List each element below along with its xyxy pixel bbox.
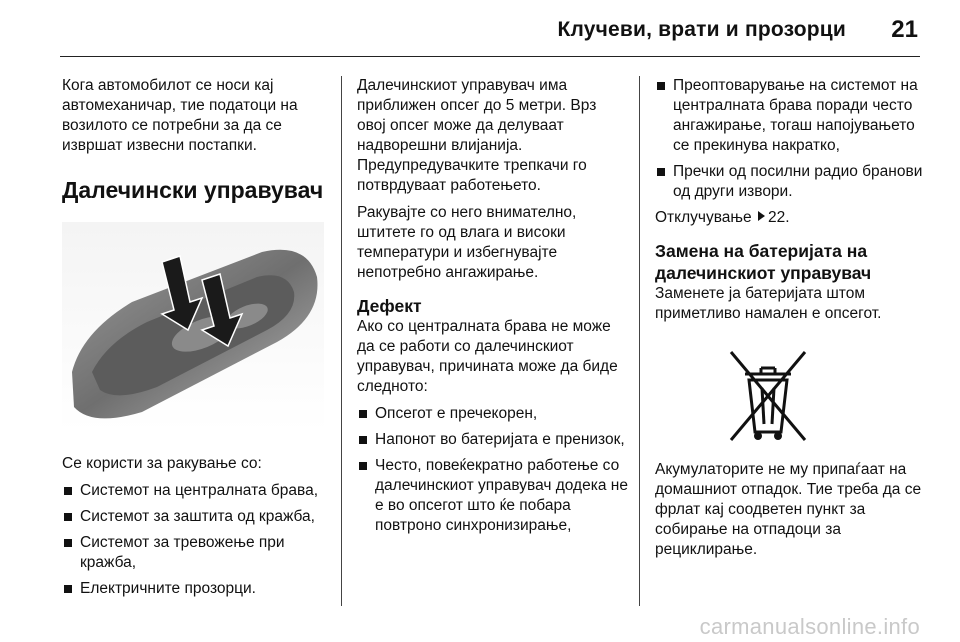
crossed-out-bin-icon [725, 346, 811, 446]
remote-key-illustration [62, 222, 324, 432]
column-divider [639, 76, 640, 606]
column-1 [62, 76, 332, 605]
disable-reference: Отклучување 22. [655, 209, 790, 226]
used-for-label: Се користи за ракување со: [62, 455, 262, 472]
bullet-icon [657, 82, 665, 90]
column-2 [357, 76, 629, 542]
used-for-list [62, 481, 332, 599]
list-item: Опсегот е пречекорен, [357, 404, 629, 424]
page-header [60, 0, 920, 57]
column-3 [655, 76, 923, 567]
bullet-icon [64, 513, 72, 521]
list-item: Електричните прозорци. [62, 579, 332, 599]
range-paragraph: Далечинскиот управувач има приближен опсег до 5 метри. Врз овој опсег може да делуваат надворешни влијанија. Предупредувачките трепкачи го потврдуваат работењето. [357, 77, 597, 194]
list-item: Напонот во батеријата е пренизок, [357, 430, 629, 450]
remote-control-heading: Далечински управувач [62, 177, 324, 203]
defect-causes-list [357, 404, 629, 536]
list-item: Системот на централната брава, [62, 481, 332, 501]
bullet-icon [359, 462, 367, 470]
page-number: 21 [891, 16, 918, 43]
list-item: Често, повеќекратно работење со далечинскиот управувач додека не е во опсегот што ќе побара повтроно синхронизирање, [357, 456, 629, 536]
list-item: Системот за тревожење при кражба, [62, 533, 332, 573]
defect-paragraph: Ако со централната брава не може да се работи со далечинскиот управувач, причината може да биде следното: [357, 318, 618, 395]
list-item: Системот за заштита од кражба, [62, 507, 332, 527]
bullet-icon [359, 410, 367, 418]
battery-heading: Замена на батеријата на далечинскиот управувач [655, 241, 872, 283]
bullet-icon [64, 539, 72, 547]
bullet-icon [359, 436, 367, 444]
bullet-icon [64, 585, 72, 593]
defect-heading: Дефект [357, 296, 422, 316]
column-divider [341, 76, 342, 606]
disposal-paragraph: Акумулаторите не му припаѓаат на домашниот отпадок. Тие треба да се фрлат кај соодветен пункт за собирање на отпадоци за рециклирање. [655, 461, 922, 558]
defect-causes-list-continued [655, 76, 923, 202]
list-item: Преоптоварување на системот на централната брава поради често ангажирање, тогаш напојувањето се прекинува накратко, [655, 76, 923, 156]
reference-arrow-icon [758, 211, 765, 221]
battery-paragraph: Заменете ја батеријата штом приметливо намален е опсегот. [655, 285, 882, 322]
watermark: carmanualsonline.info [699, 614, 920, 639]
section-title: Клучеви, врати и прозорци [557, 18, 846, 41]
bullet-icon [657, 168, 665, 176]
list-item: Пречки од посилни радио бранови од други извори. [655, 162, 923, 202]
bullet-icon [64, 487, 72, 495]
intro-paragraph: Кога автомобилот се носи кај автомеханичар, тие податоци на возилото се потребни за да се извршат извесни постапки. [62, 77, 298, 154]
care-paragraph: Ракувајте со него внимателно, штитете го од влага и високи температури и избегнувајте непотребно ангажирање. [357, 204, 577, 281]
